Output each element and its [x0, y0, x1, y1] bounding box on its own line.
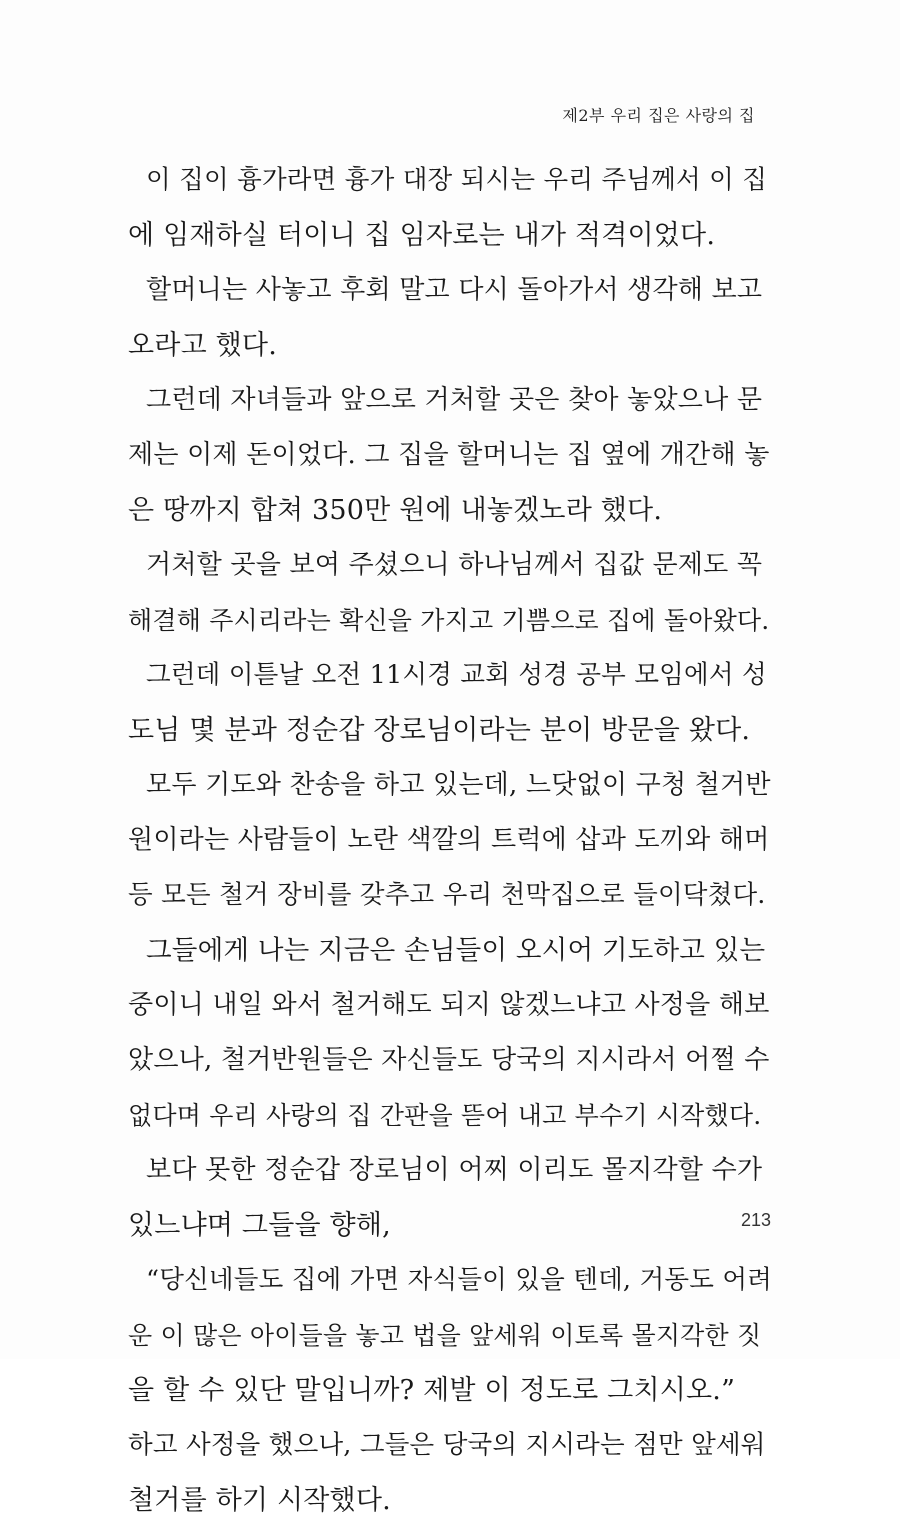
- text-line: 은 땅까지 합쳐 350만 원에 내놓겠노라 했다.: [128, 495, 663, 526]
- text-line: 도님 몇 분과 정순갑 장로님이라는 분이 방문을 왔다.: [128, 715, 751, 746]
- text-line: 모두 기도와 찬송을 하고 있는데, 느닷없이 구청 철거반: [146, 770, 771, 800]
- text-line: 보다 못한 정순갑 장로님이 어찌 이리도 몰지각할 수가: [146, 1155, 763, 1185]
- text-line: 거처할 곳을 보여 주셨으니 하나님께서 집값 문제도 꼭: [146, 550, 763, 580]
- text-line: 원이라는 사람들이 노란 색깔의 트럭에 삽과 도끼와 해머: [128, 825, 770, 855]
- body-text: [128, 153, 773, 1528]
- running-header: 제2부 우리 집은 사랑의 집: [562, 106, 755, 125]
- text-line: 하고 사정을 했으나, 그들은 당국의 지시라는 점만 앞세워: [128, 1430, 766, 1460]
- text-line: 해결해 주시리라는 확신을 가지고 기쁨으로 집에 돌아왔다.: [128, 606, 770, 635]
- text-line: 있느냐며 그들을 향해,: [128, 1210, 391, 1241]
- text-line: 운 이 많은 아이들을 놓고 법을 앞세워 이토록 몰지각한 짓: [128, 1321, 762, 1350]
- text-line: 제는 이제 돈이었다. 그 집을 할머니는 집 옆에 개간해 놓: [128, 440, 770, 470]
- text-line: 그런데 자녀들과 앞으로 거처할 곳은 찾아 놓았으나 문: [146, 385, 763, 415]
- text-line: 았으나, 철거반원들은 자신들도 당국의 지시라서 어쩔 수: [128, 1045, 770, 1075]
- text-line: 중이니 내일 와서 철거해도 되지 않겠느냐고 사정을 해보: [128, 990, 770, 1020]
- text-line: 그들에게 나는 지금은 손님들이 오시어 기도하고 있는: [146, 935, 766, 966]
- text-line: 오라고 했다.: [128, 330, 277, 361]
- text-line: “당신네들도 집에 가면 자식들이 있을 텐데, 거동도 어려: [146, 1265, 773, 1295]
- text-line: 에 임재하실 터이니 집 임자로는 내가 적격이었다.: [128, 220, 716, 251]
- text-line: 이 집이 흉가라면 흉가 대장 되시는 우리 주님께서 이 집: [146, 165, 768, 195]
- text-line: 그런데 이튿날 오전 11시경 교회 성경 공부 모임에서 성: [146, 660, 767, 690]
- text-line: 등 모든 철거 장비를 갖추고 우리 천막집으로 들이닥쳤다.: [128, 880, 766, 910]
- text-line: 없다며 우리 사랑의 집 간판을 뜯어 내고 부수기 시작했다.: [128, 1101, 762, 1130]
- text-line: 을 할 수 있단 말입니까? 제발 이 정도로 그치시오.”: [128, 1375, 736, 1406]
- text-line: 철거를 하기 시작했다.: [128, 1485, 391, 1516]
- page-number: 213: [740, 1210, 771, 1230]
- text-line: 할머니는 사놓고 후회 말고 다시 돌아가서 생각해 보고: [146, 275, 763, 305]
